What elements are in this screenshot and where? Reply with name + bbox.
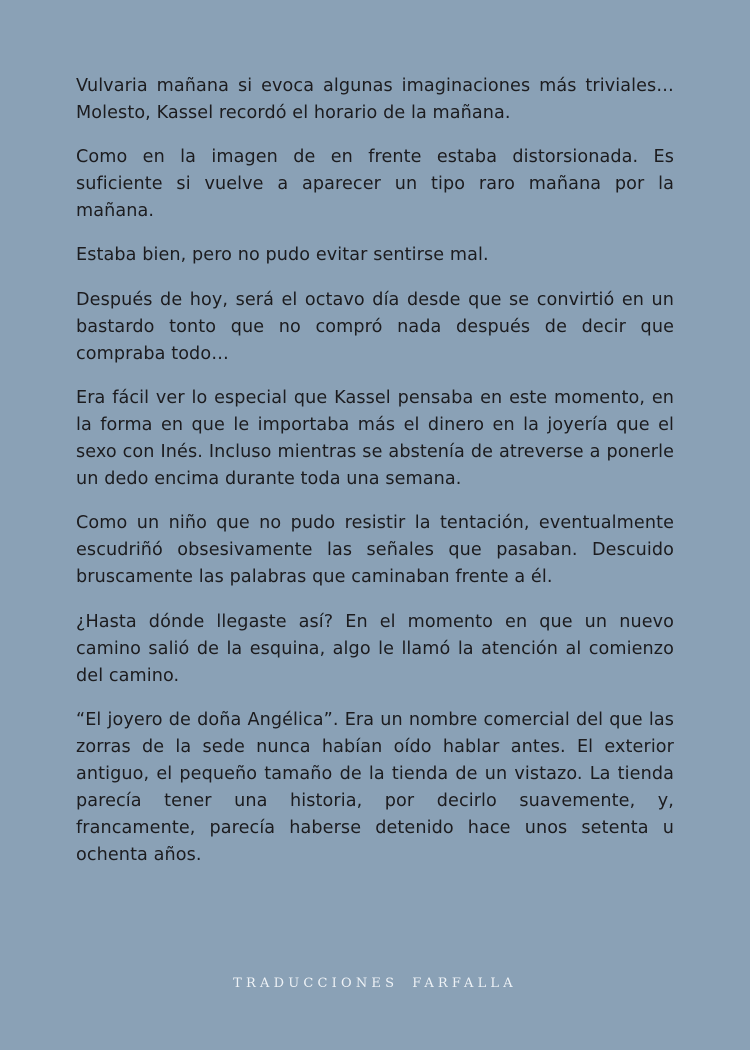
paragraph: “El joyero de doña Angélica”. Era un nombre comercial del que las zorras de la sede nunca habían oído hablar antes. El exterior antiguo, el pequeño tamaño de la tienda de un vistazo. La tienda parecía tener una historia, por decirlo suavemente, y, francamente, parecía haberse detenido hace unos setenta u ochenta años. (76, 709, 674, 866)
footer-word-2: FARFALLA (412, 976, 517, 991)
body-text (76, 73, 674, 886)
paragraph: ¿Hasta dónde llegaste así? En el momento en que un nuevo camino salió de la esquina, algo le llamó la atención al comienzo del camino. (76, 611, 674, 686)
footer-credit (0, 976, 750, 991)
paragraph: Estaba bien, pero no pudo evitar sentirse mal. (76, 245, 489, 266)
paragraph: Después de hoy, será el octavo día desde que se convirtió en un bastardo tonto que no compró nada después de decir que compraba todo… (76, 289, 674, 364)
footer-word-1: TRADUCCIONES (233, 976, 399, 991)
paragraph: Era fácil ver lo especial que Kassel pensaba en este momento, en la forma en que le importaba más el dinero en la joyería que el sexo con Inés. Incluso mientras se abstenía de atreverse a ponerle un dedo encima durante toda una semana. (76, 387, 674, 490)
paragraph: Vulvaria mañana si evoca algunas imaginaciones más triviales… Molesto, Kassel recordó el horario de la mañana. (76, 76, 674, 124)
paragraph: Como un niño que no pudo resistir la tentación, eventualmente escudriñó obsesivamente las señales que pasaban. Descuido bruscamente las palabras que caminaban frente a él. (76, 513, 674, 588)
paragraph: Como en la imagen de en frente estaba distorsionada. Es suficiente si vuelve a aparecer un tipo raro mañana por la mañana. (76, 147, 674, 222)
